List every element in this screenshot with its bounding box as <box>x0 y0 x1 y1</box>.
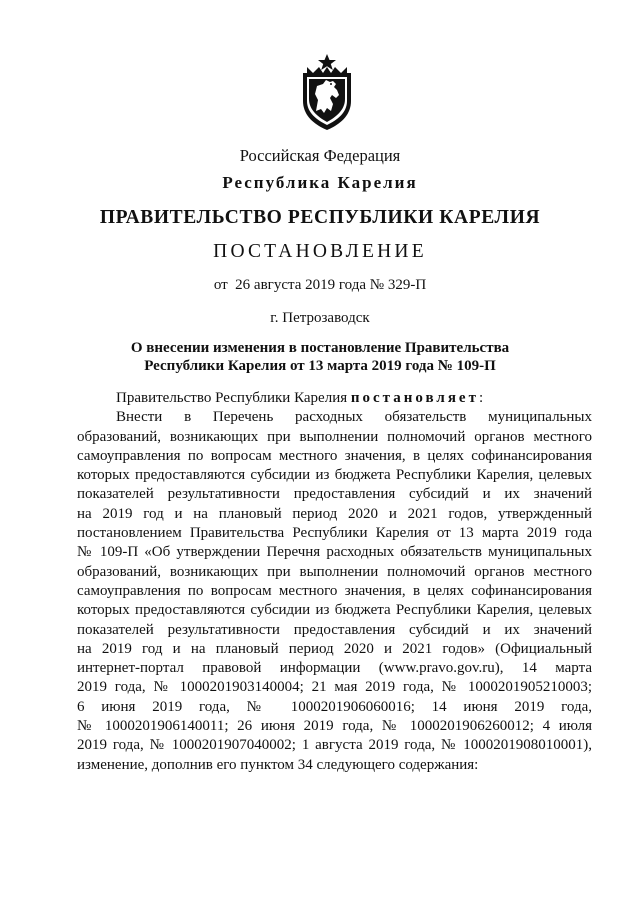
paragraph-line: Внести в Перечень расходных обязательств муниципальных <box>116 409 592 426</box>
paragraph-line: которых предоставляются субсидии из бюджета Республики Карелия, целевых <box>77 602 592 619</box>
document-body <box>77 389 592 775</box>
paragraph-line: образований, возникающих при выполнении полномочий органов местного <box>77 563 592 580</box>
paragraph-line: самоуправления по вопросам местного значения, в целях софинансирования <box>77 447 592 464</box>
intro-colon: : <box>478 390 484 406</box>
document-title-line: О внесении изменения в постановление Правительства <box>130 340 510 356</box>
paragraph-line: на 2019 год и на плановый период 2020 и 2021 годов, утвержденный <box>77 505 592 522</box>
republic-name: Республика Карелия <box>222 173 418 192</box>
paragraph-line: постановлением Правительства Республики Карелия от 13 марта 2019 года <box>77 525 592 542</box>
paragraph-line: самоуправления по вопросам местного значения, в целях софинансирования <box>77 582 592 599</box>
document-title-line: Республики Карелия от 13 марта 2019 года № 109-П <box>144 358 496 374</box>
main-paragraph <box>77 408 592 775</box>
paragraph-line: которых предоставляются субсидии из бюджета Республики Карелия, целевых <box>77 467 592 484</box>
document-city: г. Петрозаводск <box>270 310 370 326</box>
government-name: ПРАВИТЕЛЬСТВО РЕСПУБЛИКИ КАРЕЛИЯ <box>99 207 541 228</box>
document-type: ПОСТАНОВЛЕНИЕ <box>213 241 427 262</box>
paragraph-line: № 109-П «Об утверждении Перечня расходных обязательств муниципальных <box>77 544 592 561</box>
paragraph-line: на 2019 год и на плановый период 2020 и 2021 годов» (Официальный <box>77 640 592 657</box>
paragraph-line: показателей результативности предоставления субсидий и их значений <box>77 486 592 503</box>
paragraph-line: № 1000201906140011; 26 июня 2019 года, № 1000201906260012; 4 июля <box>77 718 592 735</box>
paragraph-line: 2019 года, № 1000201907040002; 1 августа 2019 года, № 1000201908010001), <box>77 737 592 754</box>
paragraph-line: 2019 года, № 1000201903140004; 21 мая 2019 года, № 1000201905210003; <box>77 679 592 696</box>
karelia-coat-of-arms-emblem <box>297 53 357 131</box>
paragraph-line: образований, возникающих при выполнении полномочий органов местного <box>77 428 592 445</box>
document-date-number: от 26 августа 2019 года № 329-П <box>213 277 427 293</box>
paragraph-line: показателей результативности предоставления субсидий и их значений <box>77 621 592 638</box>
intro-text: Правительство Республики Карелия <box>116 390 351 406</box>
paragraph-line: 6 июня 2019 года, № 1000201906060016; 14 июня 2019 года, <box>77 698 592 715</box>
document-title <box>0 339 640 375</box>
paragraph-line: изменение, дополнив его пунктом 34 следующего содержания: <box>77 756 479 773</box>
country-name: Российская Федерация <box>239 146 401 165</box>
intro-paragraph <box>77 389 592 408</box>
intro-verb: постановляет <box>350 390 479 406</box>
paragraph-line: интернет-портал правовой информации (www.pravo.gov.ru), 14 марта <box>77 660 592 677</box>
